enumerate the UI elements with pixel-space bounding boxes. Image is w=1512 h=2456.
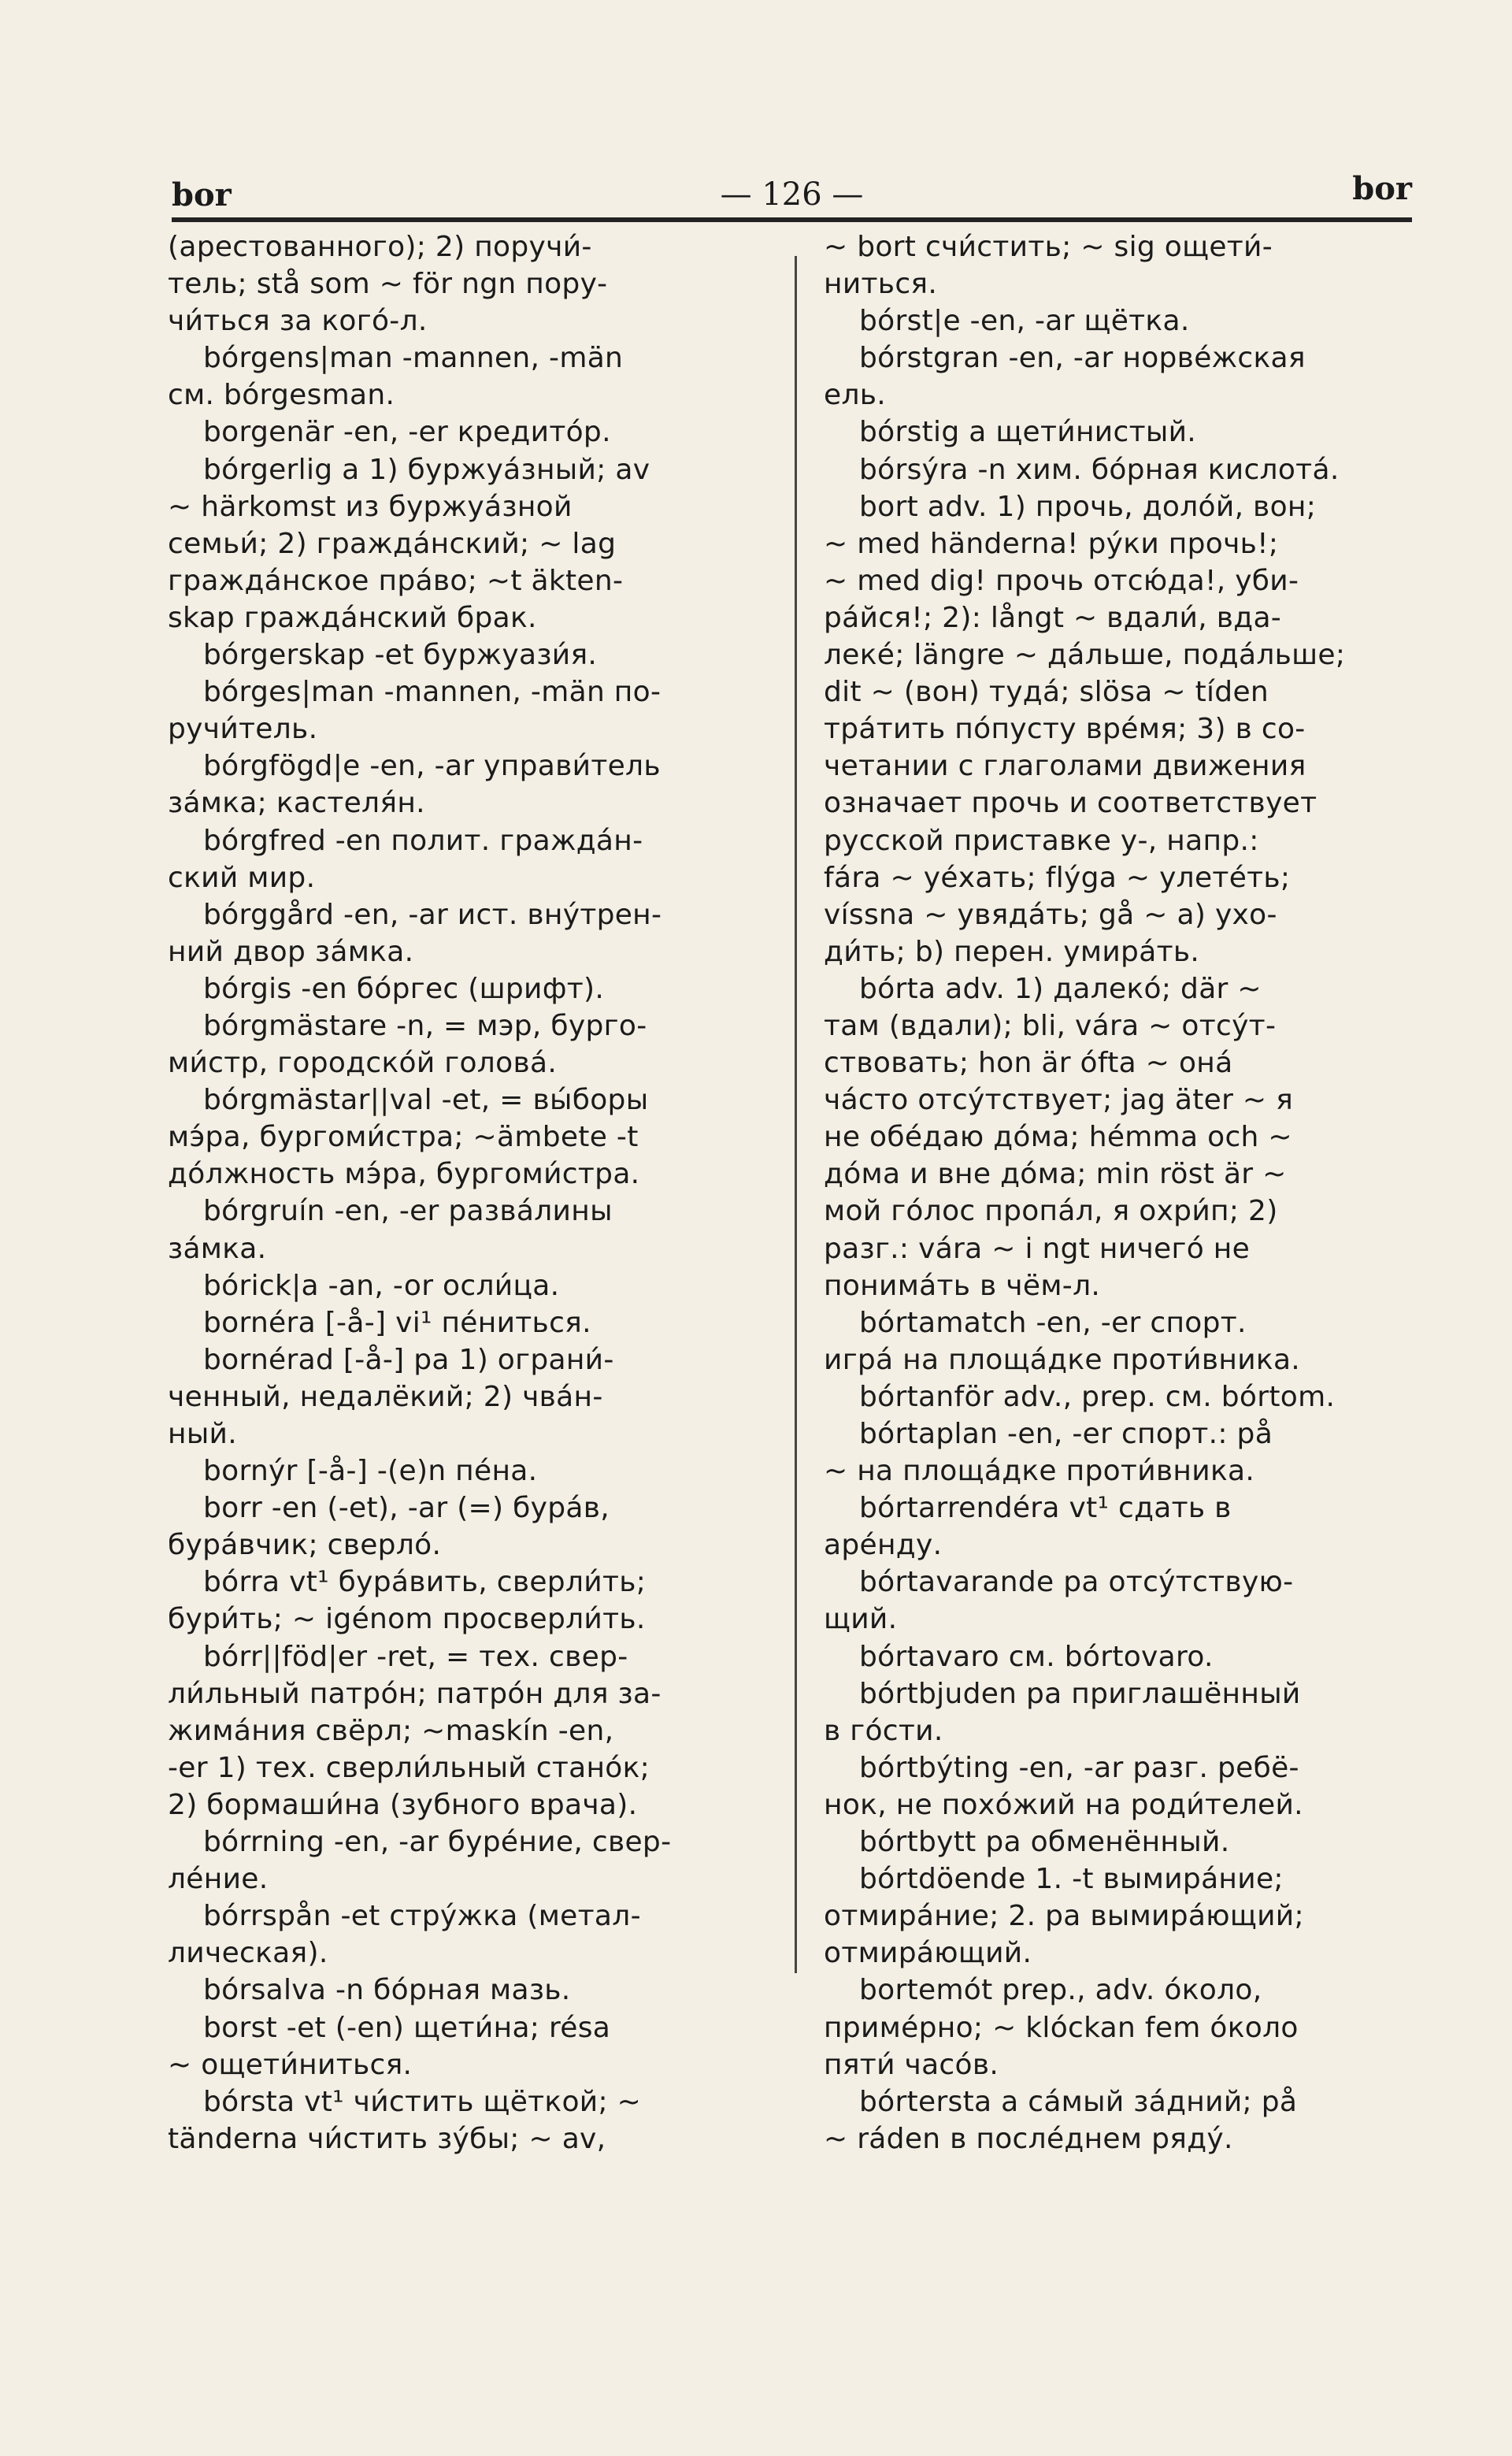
entry-line: bórra vt¹ бура́вить, сверли́ть; <box>203 1566 647 1599</box>
entry-line: bórstig a щети́нистый. <box>859 416 1197 449</box>
continuation-line: понима́ть в чём-л. <box>824 1269 1101 1302</box>
continuation-line: ний двор за́мка. <box>168 935 414 968</box>
continuation-line: ча́сто отсу́тствует; jag äter ~ я <box>824 1084 1294 1117</box>
entry-line: bórgerlig a 1) буржуа́зный; av <box>203 453 650 486</box>
continuation-line: разг.: vára ~ i ngt ничего́ не <box>824 1232 1251 1265</box>
continuation-line: ди́ть; b) перен. умира́ть. <box>824 935 1200 968</box>
continuation-line: ~ med dig! прочь отсю́да!, уби- <box>824 564 1299 597</box>
entry-line: bórrspån -et стру́жка (метал- <box>203 1900 641 1933</box>
continuation-line: в го́сти. <box>824 1714 943 1747</box>
entry-line: bórtanför adv., prep. см. bórtom. <box>859 1380 1336 1413</box>
continuation-line: за́мка; кастеля́н. <box>168 787 425 820</box>
continuation-line: мэ́ра, бургоми́стра; ~ämbete -t <box>168 1121 639 1154</box>
continuation-line: до́лжность мэ́ра, бургоми́стра. <box>168 1158 640 1191</box>
continuation-line: не обе́даю до́ма; hémma och ~ <box>824 1121 1292 1154</box>
continuation-line: аре́нду. <box>824 1529 943 1562</box>
continuation-line: гражда́нское пра́во; ~t äkten- <box>168 564 624 597</box>
entry-line: bórtersta a са́мый за́дний; på <box>859 2085 1298 2118</box>
entry-line: bórtdöende 1. -t вымира́ние; <box>859 1863 1284 1896</box>
continuation-line: отмира́ние; 2. pa вымира́ющий; <box>824 1900 1304 1933</box>
continuation-line: skap гражда́нский брак. <box>168 601 537 634</box>
entry-line: bórgerskap -et буржуази́я. <box>203 639 598 672</box>
entry-line: borgenär -en, -er кредито́р. <box>203 416 611 449</box>
continuation-line: тра́тить по́пусту вре́мя; 3) в со- <box>824 713 1306 746</box>
right-column <box>824 228 1418 2157</box>
continuation-line: (арестованного); 2) поручи́- <box>168 231 592 263</box>
continuation-line: тель; stå som ~ för ngn пору- <box>168 268 608 301</box>
continuation-line: ми́стр, городско́й голова́. <box>168 1047 558 1080</box>
entry-line: bornérad [-å-] pa 1) ограни́- <box>203 1343 614 1376</box>
continuation-line: ный. <box>168 1418 238 1450</box>
continuation-line: -er 1) тех. сверли́льный стано́к; <box>168 1751 650 1784</box>
entry-line: bórtarrendéra vt¹ сдать в <box>859 1492 1232 1525</box>
continuation-line: tänderna чи́стить зу́бы; ~ av, <box>168 2122 606 2155</box>
left-column <box>168 228 770 2157</box>
continuation-line: ченный, недалёкий; 2) чва́н- <box>168 1380 603 1413</box>
entry-line: bórgruín -en, -er разва́лины <box>203 1195 613 1228</box>
entry-line: bórta adv. 1) далеко́; där ~ <box>859 972 1262 1005</box>
entry-line: bórsalva -n бо́рная мазь. <box>203 1974 571 2007</box>
entry-line: bórges|man -mannen, -män по- <box>203 676 662 709</box>
entry-line: bórggård -en, -ar ист. вну́трен- <box>203 898 662 931</box>
continuation-line: до́ма и вне до́ма; min röst är ~ <box>824 1158 1287 1191</box>
continuation-line: означает прочь и соответствует <box>824 787 1317 820</box>
entry-line: bórtbytt pa обменённый. <box>859 1826 1230 1859</box>
entry-line: bórtbýting -en, -ar разг. ребё- <box>859 1751 1299 1784</box>
entry-line: bórstgran -en, -ar норве́жская <box>859 342 1306 375</box>
continuation-line: ский мир. <box>168 861 316 894</box>
entry-line: bórgis -en бо́ргес (шрифт). <box>203 972 605 1005</box>
continuation-line: мой го́лос пропа́л, я охри́п; 2) <box>824 1195 1278 1228</box>
column-divider <box>795 256 797 1973</box>
continuation-line: пяти́ часо́в. <box>824 2048 999 2081</box>
continuation-line: víssna ~ увяда́ть; gå ~ a) ухо- <box>824 898 1277 931</box>
continuation-line: за́мка. <box>168 1232 267 1265</box>
continuation-line: игра́ на площа́дке проти́вника. <box>824 1343 1301 1376</box>
entry-line: bórrning -en, -ar буре́ние, свер- <box>203 1826 672 1859</box>
continuation-line: русской приставке у-, напр.: <box>824 824 1259 857</box>
entry-line: bórst|e -en, -ar щётка. <box>859 305 1190 338</box>
continuation-line: там (вдали); bli, vára ~ отсу́т- <box>824 1009 1277 1042</box>
header-rule <box>172 217 1412 222</box>
entry-line: bornéra [-å-] vi¹ пе́ниться. <box>203 1306 591 1339</box>
entry-line: bortemót prep., adv. о́коло, <box>859 1974 1262 2007</box>
entry-line: bórgens|man -mannen, -män <box>203 342 624 375</box>
entry-line: bórtavaro см. bórtovaro. <box>859 1640 1214 1673</box>
entry-line: bórtaplan -en, -er спорт.: på <box>859 1418 1273 1450</box>
continuation-line: ра́йся!; 2): långt ~ вдали́, вда- <box>824 601 1282 634</box>
continuation-line: ель. <box>824 379 887 412</box>
continuation-line: ~ härkomst из буржуа́зной <box>168 490 573 523</box>
page-number: — 126 — <box>720 176 864 213</box>
continuation-line: ствовать; hon är ófta ~ она́ <box>824 1047 1233 1080</box>
entry-line: borst -et (-en) щети́на; résa <box>203 2011 611 2044</box>
continuation-line: приме́рно; ~ klóckan fem о́коло <box>824 2011 1299 2044</box>
continuation-line: ~ bort счи́стить; ~ sig ощети́- <box>824 231 1273 263</box>
continuation-line: бура́вчик; сверло́. <box>168 1529 442 1562</box>
continuation-line: нок, не похо́жий на роди́телей. <box>824 1788 1303 1821</box>
continuation-line: ~ на площа́дке проти́вника. <box>824 1455 1255 1488</box>
entry-line: bornýr [-å-] -(e)n пе́на. <box>203 1455 538 1488</box>
entry-line: bórsýra -n хим. бо́рная кислота́. <box>859 453 1340 486</box>
entry-line: bórgfögd|e -en, -ar управи́тель <box>203 750 661 783</box>
continuation-line: ле́ние. <box>168 1863 269 1896</box>
continuation-line: семьи́; 2) гражда́нский; ~ lag <box>168 527 617 560</box>
entry-line: bórsta vt¹ чи́стить щёткой; ~ <box>203 2085 642 2118</box>
continuation-line: ли́льный патро́н; патро́н для за- <box>168 1677 662 1710</box>
entry-line: bórtavarande pa отсу́тствую- <box>859 1566 1294 1599</box>
entry-line: bórgmästar||val -et, = вы́боры <box>203 1084 649 1117</box>
entry-line: bórtbjuden pa приглашённый <box>859 1677 1301 1710</box>
continuation-line: dit ~ (вон) туда́; slösa ~ tíden <box>824 676 1269 709</box>
entry-line: bórick|a -an, -or осли́ца. <box>203 1269 560 1302</box>
entry-line: borr -en (-et), -ar (=) бура́в, <box>203 1492 610 1525</box>
entry-line: bórtamatch -en, -er спорт. <box>859 1306 1247 1339</box>
continuation-line: щий. <box>824 1603 898 1636</box>
continuation-line: ~ med händerna! ру́ки прочь!; <box>824 527 1279 560</box>
continuation-line: жима́ния свёрл; ~maskín -en, <box>168 1714 614 1747</box>
continuation-line: леке́; längre ~ да́льше, пода́льше; <box>824 639 1346 672</box>
continuation-line: бури́ть; ~ igénom просверли́ть. <box>168 1603 646 1636</box>
continuation-line: чи́ться за кого́-л. <box>168 305 428 338</box>
entry-line: bórgfred -en полит. гражда́н- <box>203 824 643 857</box>
continuation-line: отмира́ющий. <box>824 1937 1032 1970</box>
continuation-line: ~ ráden в после́днем ряду́. <box>824 2122 1233 2155</box>
continuation-line: ручи́тель. <box>168 713 318 746</box>
entry-line: bórgmästare -n, = мэр, бурго- <box>203 1009 647 1042</box>
right-guide-word: bor <box>1352 170 1412 207</box>
continuation-line: 2) бормаши́на (зубного врача). <box>168 1788 638 1821</box>
continuation-line: лическая). <box>168 1937 328 1970</box>
continuation-line: fára ~ уе́хать; flýga ~ улете́ть; <box>824 861 1291 894</box>
continuation-line: четании с глаголами движения <box>824 750 1306 783</box>
left-guide-word: bor <box>172 176 232 213</box>
entry-line: bórr||föd|er -ret, = тех. свер- <box>203 1640 628 1673</box>
continuation-line: см. bórgesman. <box>168 379 395 412</box>
entry-line: bort adv. 1) прочь, доло́й, вон; <box>859 490 1317 523</box>
continuation-line: ниться. <box>824 268 938 301</box>
continuation-line: ~ ощети́ниться. <box>168 2048 413 2081</box>
